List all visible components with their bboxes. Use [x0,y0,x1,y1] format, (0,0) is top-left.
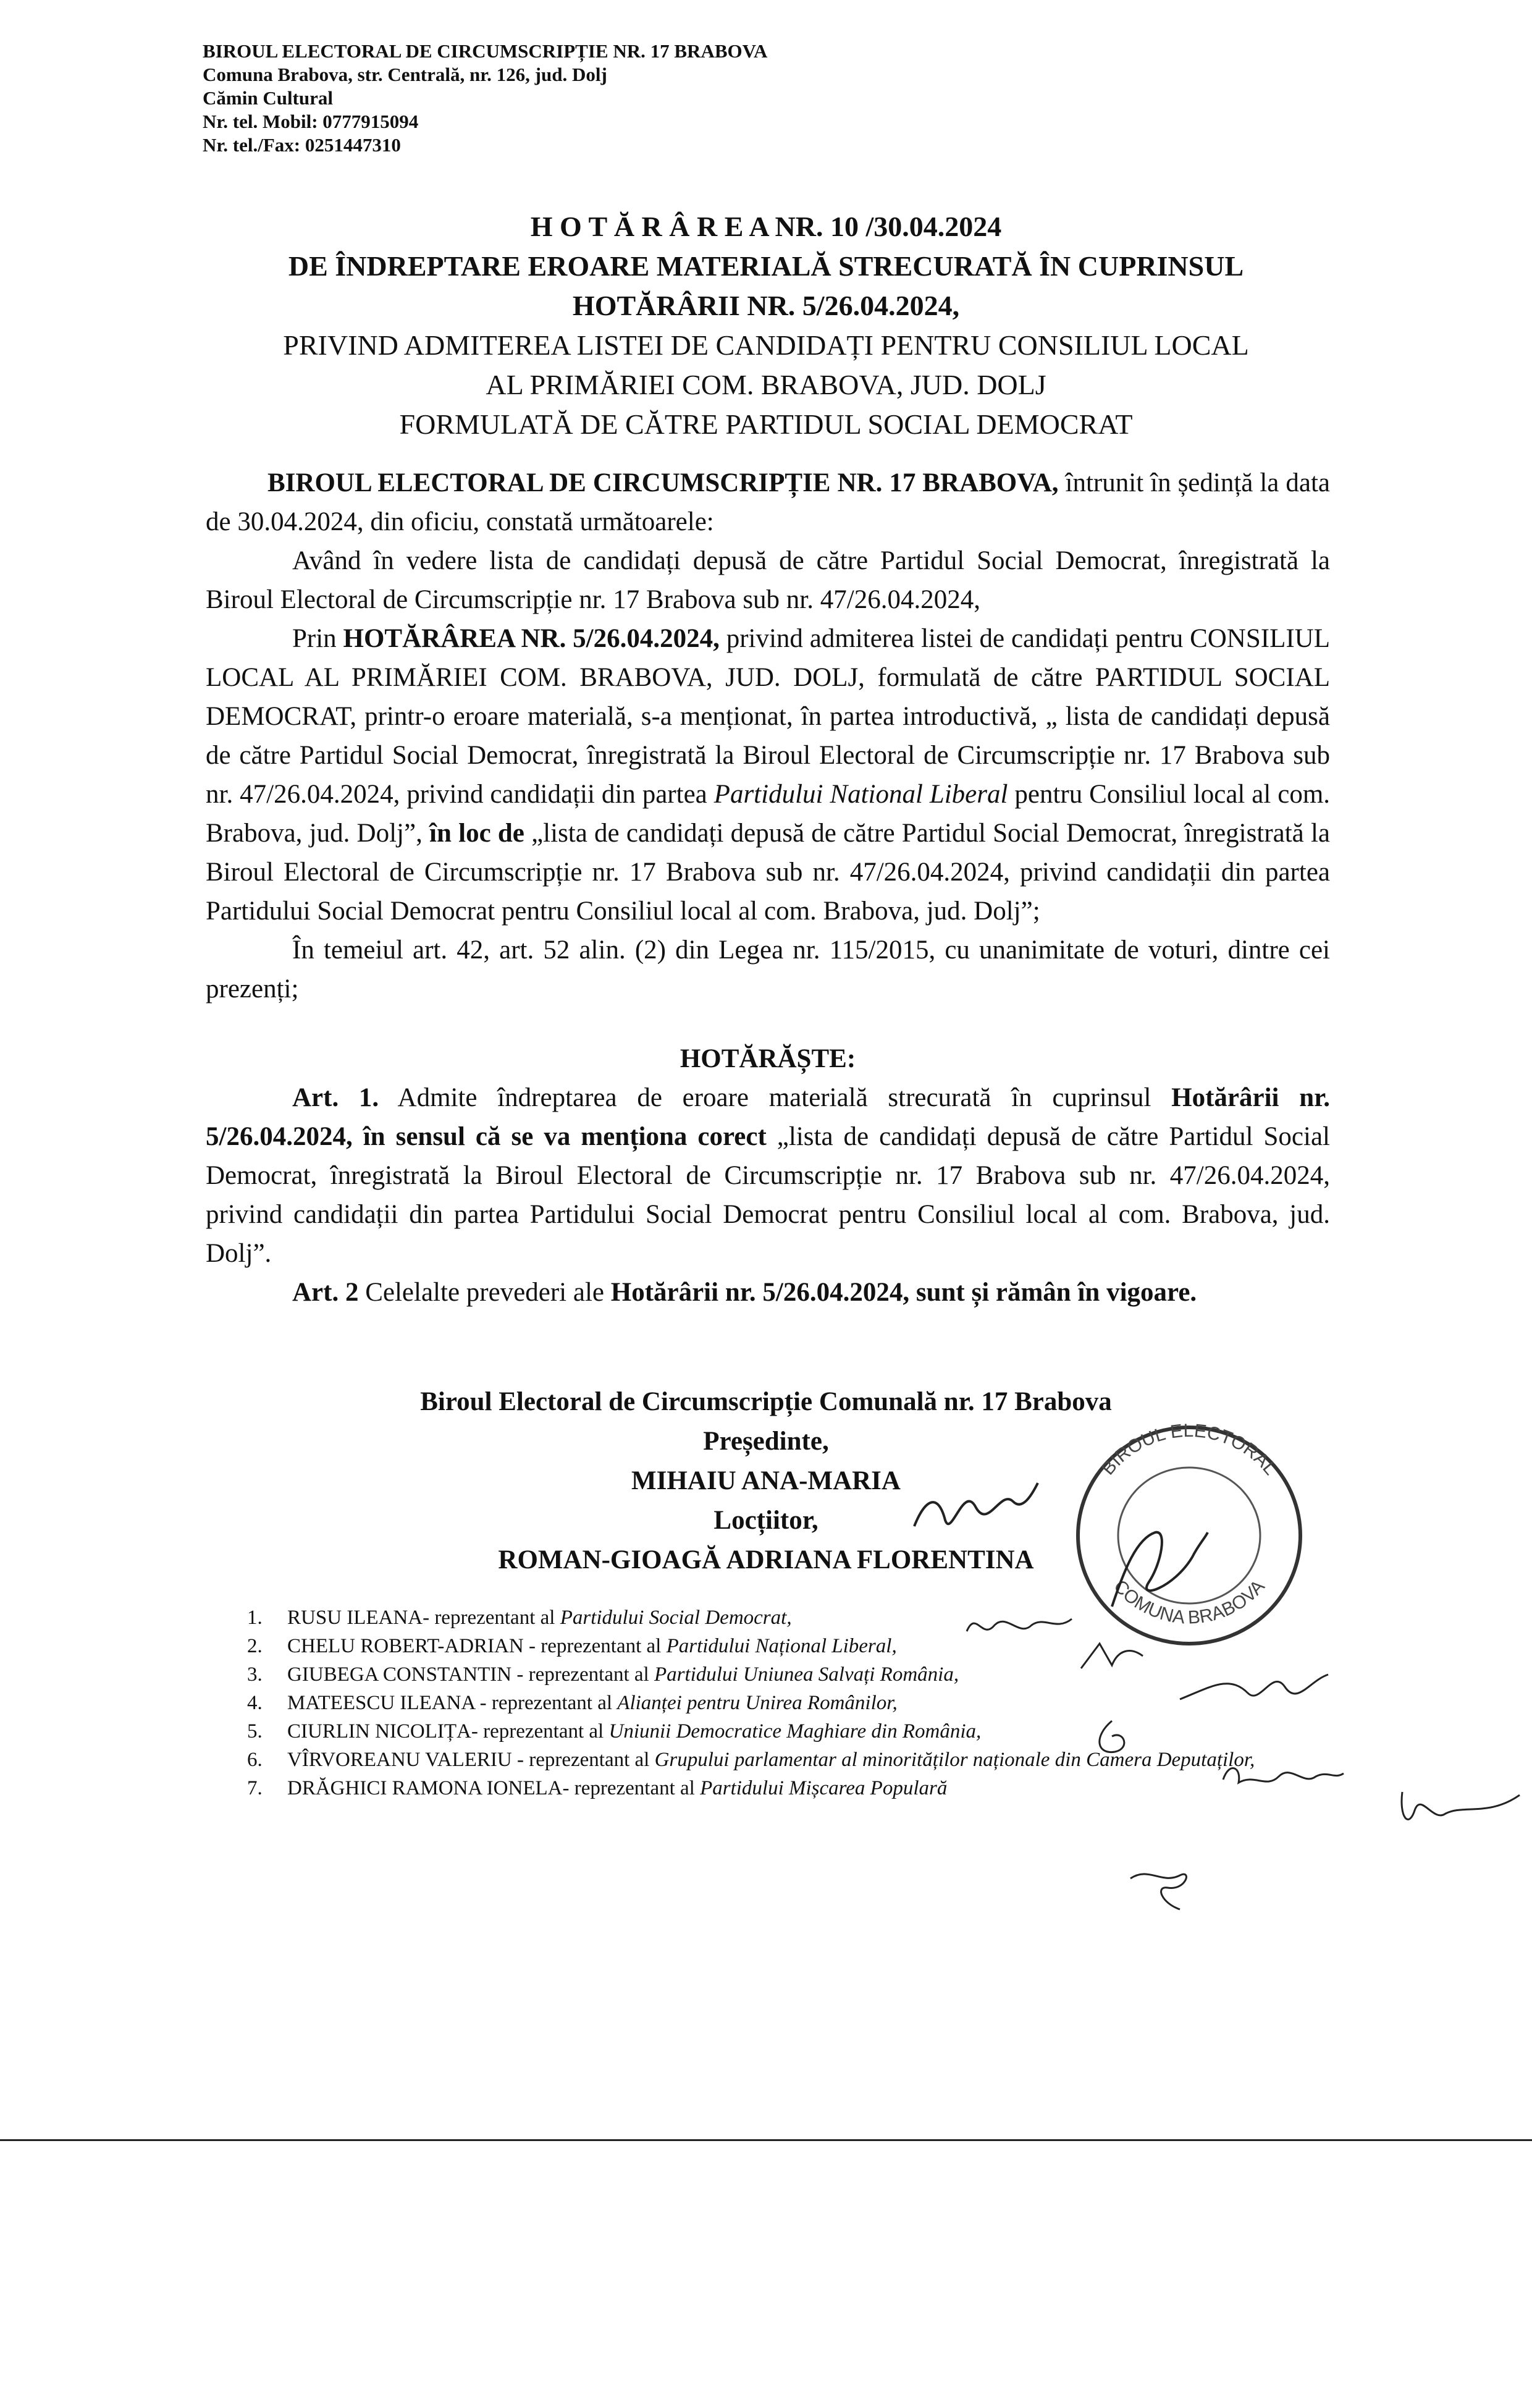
letterhead-line: Cămin Cultural [203,87,333,109]
list-number: 1. [247,1607,263,1629]
italic-text: Partidului National Liberal [713,780,1008,809]
deputy-name: ROMAN-GIOAGĂ ADRIANA FLORENTINA [498,1545,1034,1574]
list-item [247,1603,1421,1632]
member-name: VÎRVOREANU VALERIU - reprezentant al [287,1749,655,1771]
member-name: RUSU ILEANA- reprezentant al [287,1607,560,1629]
text: privind admiterea listei de candidați pentru CONSILIUL LOCAL AL PRIMĂRIEI COM. BRABOVA, JUD. DOLJ, formulată de către PARTIDUL SOCIAL DEMOCRAT, printr-o eroare materială, s-a menționat, în partea introductivă, „ lista de candidați depusă de către Partidul Social Democrat, înregistrată la Biroul Electoral de Circumscripție nr. 17 Brabova sub nr. 47/26.04.2024, privind candidații din partea [206,624,1331,809]
title-line: PRIVIND ADMITEREA LISTEI DE CANDIDAȚI PENTRU CONSILIUL LOCAL [283,329,1249,361]
office-name: Biroul Electoral de Circumscripție Comunală nr. 17 Brabova [420,1387,1112,1416]
list-number: 7. [247,1777,263,1799]
member-name: CHELU ROBERT-ADRIAN - reprezentant al [287,1635,667,1657]
letterhead-line: Nr. tel./Fax: 0251447310 [203,134,401,156]
member-signature [964,1607,1075,1644]
member-party: Partidului Uniunea Salvați România, [654,1663,959,1686]
paragraph-1: Având în vedere lista de candidați depusă de către Partidul Social Democrat, înregistrată la Biroul Electoral de Circumscripție nr. 17 Brabova sub nr. 47/26.04.2024, [206,546,1330,614]
president-signature [908,1471,1044,1545]
title-line: DE ÎNDREPTARE EROARE MATERIALĂ STRECURATĂ ÎN CUPRINSUL [288,250,1244,282]
text: Prin [292,624,343,653]
member-signature [1075,1637,1149,1675]
member-party: Partidului Național Liberal, [666,1635,897,1657]
letterhead-line: BIROUL ELECTORAL DE CIRCUMSCRIPȚIE NR. 17 BRABOVA [203,40,768,62]
article-1 [206,1078,1330,1273]
member-signature [1217,1755,1347,1798]
member-name: GIUBEGA CONSTANTIN - reprezentant al [287,1663,654,1686]
list-number: 5. [247,1720,263,1743]
text: Admite îndreptarea de eroare materială strecurată în cuprinsul [379,1083,1172,1112]
member-signature [1124,1860,1198,1916]
bold-text: Hotărârii nr. 5/26.04.2024, în sensul că se va menționa corect [206,1083,1330,1151]
paragraph-2 [206,619,1330,931]
intro-text: întrunit în ședință la data de 30.04.2024, din oficiu, constată următoarele: [206,468,1330,536]
letterhead-line: Comuna Brabova, str. Centrală, nr. 126, jud. Dolj [203,64,607,85]
bold-text: în loc de [429,819,524,848]
document-body [206,463,1330,1312]
title-line: FORMULATĂ DE CĂTRE PARTIDUL SOCIAL DEMOCRAT [399,408,1133,440]
list-number: 4. [247,1692,263,1714]
list-number: 2. [247,1635,263,1657]
bold-text: Hotărârii nr. 5/26.04.2024, sunt și rămân în vigoare. [610,1278,1197,1307]
intro-bold: BIROUL ELECTORAL DE CIRCUMSCRIPȚIE NR. 17 BRABOVA, [267,468,1059,497]
intro-paragraph [206,463,1330,541]
member-party: Grupului parlamentar al minorităților naționale din Camera Deputaților, [654,1749,1255,1771]
list-number: 3. [247,1663,263,1686]
letterhead-line: Nr. tel. Mobil: 0777915094 [203,111,419,132]
member-party: Uniunii Democratice Maghiare din România, [608,1720,982,1743]
stamp-text-top: BIROUL ELECTORAL [1097,1420,1281,1479]
text: „lista de candidați depusă de către Partidul Social Democrat, înregistrată la Biroul Electoral de Circumscripție nr. 17 Brabova sub nr. 47/26.04.2024, privind candidații din partea Partidului Social Democrat pentru Consiliul local al com. Brabova, jud. Dolj”. [206,1122,1330,1268]
member-name: DRĂGHICI RAMONA IONELA- reprezentant al [287,1777,701,1799]
scan-edge-line [0,2139,1532,2141]
member-party: Alianței pentru Unirea Românilor, [617,1692,898,1714]
list-item [247,1717,1421,1746]
paragraph-3: În temeiul art. 42, art. 52 alin. (2) din Legea nr. 115/2015, cu unanimitate de voturi, dintre cei prezenți; [206,936,1330,1003]
list-number: 6. [247,1749,263,1771]
letterhead [203,40,767,157]
member-signature [1174,1662,1334,1718]
deputy-role: Locțiitor, [713,1506,819,1535]
decision-heading: HOTĂRĂȘTE: [680,1044,856,1073]
member-party: Partidului Mișcarea Populară [700,1777,948,1799]
president-name: MIHAIU ANA-MARIA [631,1466,901,1495]
title-line: HOTĂRÂRII NR. 5/26.04.2024, [572,290,960,321]
stamp-text-bottom: COMUNA BRABOVA [1109,1576,1269,1628]
member-party: Partidului Social Democrat, [560,1607,792,1629]
bold-text: HOTĂRÂREA NR. 5/26.04.2024, [343,624,720,653]
article-label: Art. 1. [292,1083,379,1112]
member-name: CIURLIN NICOLIȚA- reprezentant al [287,1720,609,1743]
article-2 [206,1273,1330,1312]
text: Celelalte prevederi ale [358,1278,611,1307]
article-label: Art. 2 [292,1278,359,1307]
text: „lista de candidați depusă de către Partidul Social Democrat, înregistrată la Biroul Electoral de Circumscripție nr. 17 Brabova sub nr. 47/26.04.2024, privind candidații din partea Partidului Social Democrat pentru Consiliul local al com. Brabova, jud. Dolj”; [206,819,1330,926]
president-role: Președinte, [703,1427,829,1456]
document-title [0,207,1532,444]
member-name: MATEESCU ILEANA - reprezentant al [287,1692,618,1714]
member-signature [1087,1718,1137,1761]
text: pentru Consiliul local al com. Brabova, jud. Dolj”, [206,780,1331,848]
title-line: AL PRIMĂRIEI COM. BRABOVA, JUD. DOLJ [486,369,1046,400]
title-line: H O T Ă R Â R E A NR. 10 /30.04.2024 [530,211,1002,242]
member-signature [1396,1780,1526,1835]
list-item [247,1632,1421,1660]
